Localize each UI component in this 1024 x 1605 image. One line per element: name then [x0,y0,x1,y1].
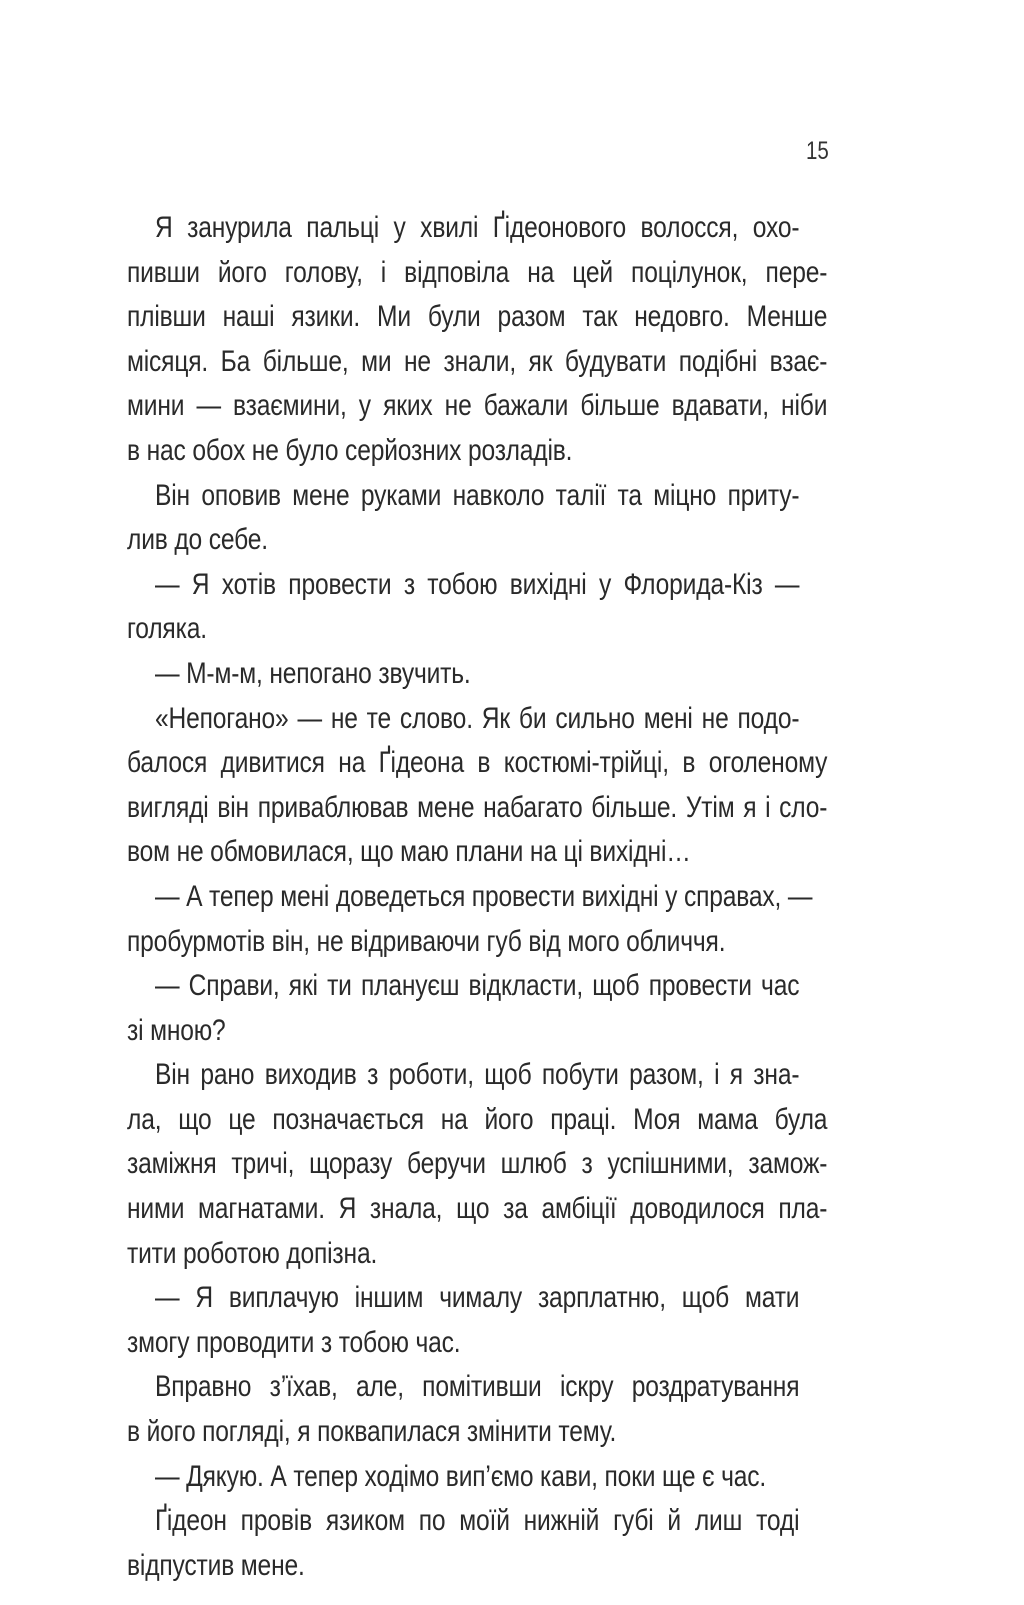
text-line: лив до себе. [127,523,268,557]
text-line: змогу проводити з тобою час. [127,1325,461,1359]
text-line: — Я виплачую іншим чималу зарплатню, щоб мати [155,1281,800,1315]
body-text [127,206,827,1588]
text-line: Ґідеон провів язиком по моїй нижній губі й лиш тоді [155,1504,800,1538]
text-line: голяка. [127,612,207,646]
text-line: вигляді він приваблював мене набагато більше. Утім я і сло- [127,790,828,824]
text-line: ла, що це позначається на його праці. Моя мама була [127,1102,828,1136]
text-line: ними магнатами. Я знала, що за амбіції доводилося пла- [127,1192,828,1226]
text-line: в його погляді, я поквапилася змінити тему. [127,1415,617,1449]
text-line: мини — взаємини, у яких не бажали більше вдавати, ніби [127,389,828,423]
text-line: «Непогано» — не те слово. Як би сильно мені не подо- [155,701,800,735]
text-line: тити роботою допізна. [127,1236,378,1270]
text-line: пробурмотів він, не відриваючи губ від мого обличчя. [127,924,726,958]
text-line: Він оповив мене руками навколо талії та міцно приту- [155,478,800,512]
text-line: балося дивитися на Ґідеона в костюмі-трійці, в оголеному [127,746,828,780]
text-line: Він рано виходив з роботи, щоб побути разом, і я зна- [155,1058,800,1092]
text-line: Я занурила пальці у хвилі Ґідеонового волосся, охо- [155,211,800,244]
text-line: заміжня тричі, щоразу беручи шлюб з успішними, замож- [127,1147,828,1181]
text-line: — А тепер мені доведеться провести вихідні у справах, — [155,879,813,913]
text-line: Вправно з’їхав, але, помітивши іскру роздратування [155,1370,800,1404]
text-line: плівши наші язики. Ми були разом так недовго. Менше [127,300,828,334]
text-line: вом не обмовилася, що маю плани на ці вихідні… [127,835,691,869]
page-number: 15 [806,137,829,165]
text-line: зі мною? [127,1013,226,1047]
text-line: пивши його голову, і відповіла на цей поцілунок, пере- [127,255,828,289]
text-line: — Дякую. А тепер ходімо вип’ємо кави, поки ще є час. [155,1459,767,1493]
text-line: місяця. Ба більше, ми не знали, як будувати подібні взає- [127,344,828,378]
text-line: відпустив мене. [127,1548,305,1582]
text-line: — Я хотів провести з тобою вихідні у Флорида-Кіз — [155,567,800,601]
text-line: — Справи, які ти плануєш відкласти, щоб провести час [155,969,800,1003]
text-line: в нас обох не було серйозних розладів. [127,433,573,467]
text-line: — М-м-м, непогано звучить. [155,656,471,690]
